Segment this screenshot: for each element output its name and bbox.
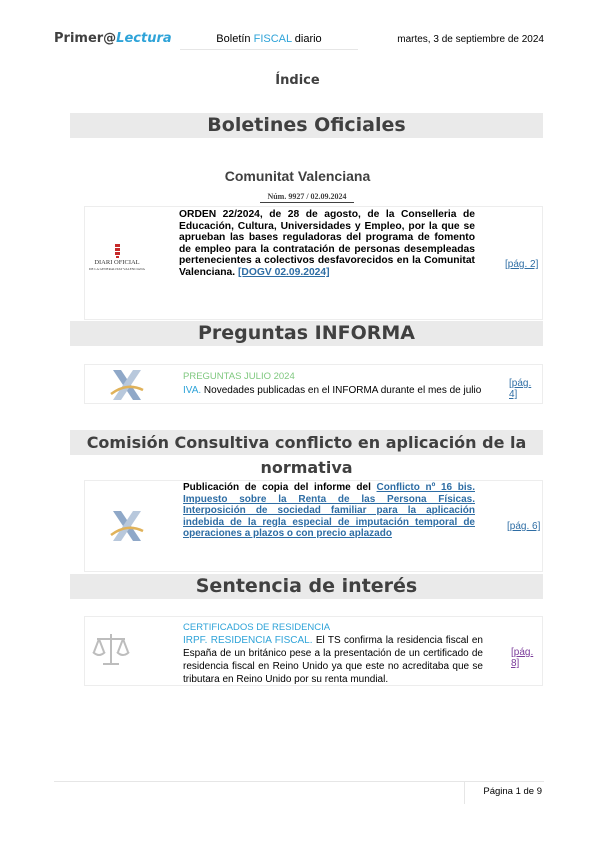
comision-lead: Publicación de copia del informe del (183, 482, 377, 493)
comision-card (84, 480, 543, 572)
bulletin-number: Núm. 9927 / 02.09.2024 (260, 192, 354, 203)
dogv-logo-line2: DE LA GENERALITAT VALENCIANA (89, 267, 145, 271)
sentencia-card (84, 616, 543, 686)
conflicto-link[interactable]: Conflicto nº 16 bis. Impuesto sobre la Renta de las Persona Físicas. Interposición de sociedad familiar para la aplicación indebida de la regla especial de imputación temporal de operaciones a plazos o con precio aplazado (183, 482, 475, 540)
comision-page-link[interactable]: [pág. 6] (507, 521, 541, 532)
boletin-body: ORDEN 22/2024, de 28 de agosto, de la Conselleria de Educación, Cultura, Universidades y Empleo, por la que se aprueban las bases reguladoras del programa de fomento de empleo para la contratación de personas desempleadas pertenecientes a colectivos desfavorecidos en la Comunitat Valenciana. (179, 209, 475, 278)
dogv-logo-icon (89, 243, 145, 273)
boletin-page-link[interactable]: [pág. 2] (505, 259, 539, 270)
footer-divider (464, 782, 465, 804)
region-title: Comunitat Valenciana (224, 168, 371, 184)
brand-logo (54, 31, 172, 46)
preguntas-card (84, 364, 543, 404)
preguntas-lead: IVA. (183, 384, 202, 396)
bulletin-highlight: FISCAL (253, 33, 292, 45)
page-number: Página 1 de 9 (483, 786, 542, 797)
page-footer (54, 781, 544, 803)
section-boletines-oficiales: Boletines Oficiales (70, 113, 543, 138)
sentencia-tag: CERTIFICADOS DE RESIDENCIA (183, 622, 331, 633)
preguntas-text (183, 371, 483, 396)
section-preguntas-informa: Preguntas INFORMA (70, 321, 543, 346)
header-date: martes, 3 de septiembre de 2024 (397, 34, 544, 45)
section-sentencia-interes: Sentencia de interés (70, 574, 543, 599)
brand-prefix: Primer@ (54, 31, 117, 46)
boletin-text (179, 209, 475, 279)
preguntas-tag: PREGUNTAS JULIO 2024 (183, 371, 295, 382)
section-comision-consultiva: Comisión Consultiva conflicto en aplicación de la normativa (70, 430, 543, 455)
aeat-logo-icon (107, 368, 147, 402)
index-title: Índice (275, 73, 320, 88)
preguntas-page-link[interactable]: [pág. 4] (509, 378, 532, 400)
sentencia-body: El TS confirma la residencia fiscal en España de un británico pese a la presentación de un certificado de residencia fiscal en Reino Unido ya que este no acreditaba que se tributara en Reino Unido por su renta mundial. (183, 635, 483, 685)
boletin-card (84, 206, 543, 320)
sentencia-page-link[interactable]: [pág. 8] (511, 647, 534, 669)
dogv-link[interactable]: [DOGV 02.09.2024] (237, 266, 330, 278)
aeat-logo-icon (107, 509, 147, 543)
preguntas-body: Novedades publicadas en el INFORMA durante el mes de julio (201, 384, 482, 396)
sentencia-text (183, 621, 483, 686)
dogv-logo-line1: DIARI OFICIAL (94, 259, 140, 266)
bulletin-title (180, 30, 358, 50)
brand-suffix: Lectura (116, 31, 172, 46)
sentencia-lead: IRPF. RESIDENCIA FISCAL. (183, 635, 313, 646)
comision-text (183, 482, 475, 540)
scales-icon (91, 631, 131, 669)
bulletin-prefix: Boletín (216, 33, 254, 45)
page-header (54, 28, 544, 50)
bulletin-suffix: diario (291, 33, 322, 45)
